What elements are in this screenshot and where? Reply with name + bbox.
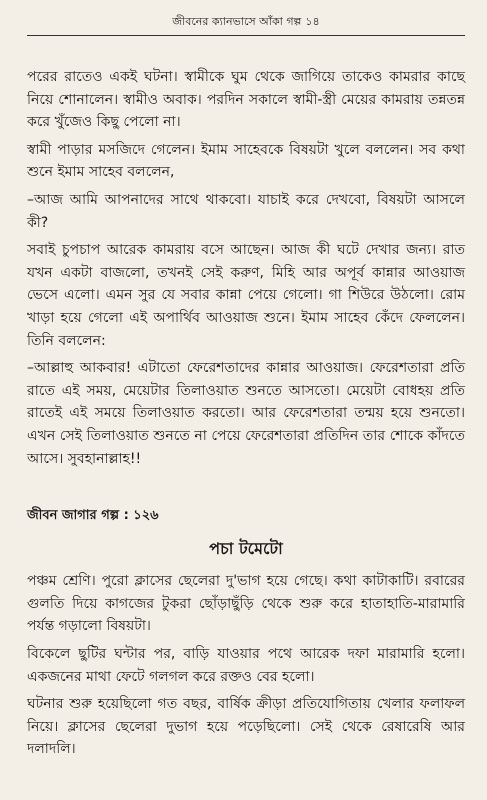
paragraph: –আজ আমি আপনাদের সাথে থাকবো। যাচাই করে দেখবো, বিষয়টা আসলে কী? (27, 191, 465, 231)
paragraph: পঞ্চম শ্রেণি। পুরো ক্লাসের ছেলেরা দু'ভাগ হয়ে গেছে। কথা কাটাকাটি। রবারের গুলতি দিয়ে কাগজের টুকরা ছোঁড়াছুঁড়ি থেকে শুরু করে হাতাহাতি-মারামারি পর্যন্ত গড়ালো বিষয়টা। (27, 573, 465, 635)
section-label: জীবন জাগার গল্প : ১২৬ (27, 508, 159, 524)
story-title: পচা টমেটো (209, 538, 283, 558)
paragraph: সবাই চুপচাপ আরেক কামরায় বসে আছেন। আজ কী ঘটে দেখার জন্য। রাত যখন একটা বাজলো, তখনই সেই করুণ, মিহি আর অপূর্ব কান্নার আওয়াজ ভেসে এলো। এমন সুর যে সবার কান্না পেয়ে গেলো। গা শিউরে উঠলো। রোম খাড়া হয়ে গেলো এই অপার্থিব আওয়াজ শুনে। ইমাম সাহেব কেঁদে ফেললেন। তিনি বললেন: (27, 242, 465, 349)
paragraph: –আল্লাহু আকবার! এটাতো ফেরেশতাদের কান্নার আওয়াজ। ফেরেশতারা প্রতি রাতে এই সময়, মেয়েটার তিলাওয়াত শুনতে আসতো। মেয়েটা বোধহয় প্রতি রাতেই এই সময়ে তিলাওয়াত করতো। আর ফেরেশতারা তন্ময় হয়ে শুনতো। এখন সেই তিলাওয়াত শুনতে না পেয়ে ফেরেশতারা প্রতিদিন তার শোকে কাঁদতে আসে। সুবহানাল্লাহ!! (27, 360, 465, 467)
paragraph: পরের রাতেও একই ঘটনা। স্বামীকে ঘুম থেকে জাগিয়ে তাকেও কামরার কাছে নিয়ে শোনালেন। স্বামীও অবাক। পরদিন সকালে স্বামী-স্ত্রী মেয়ের কামরায় তন্নতন্ন করে খুঁজেও কিছু পেলো না। (27, 69, 465, 131)
paragraph: বিকেলে ছুটির ঘন্টার পর, বাড়ি যাওয়ার পথে আরেক দফা মারামারি হলো। একজনের মাথা ফেটে গলগল করে রক্তও বের হলো। (27, 646, 465, 685)
header-title: জীবনের ক্যানভাসে আঁকা গল্প (172, 15, 302, 28)
paragraph: ঘটনার শুরু হয়েছিলো গত বছর, বার্ষিক ক্রীড়া প্রতিযোগিতায় খেলার ফলাফল নিয়ে। ক্লাসের ছেলেরা দুভাগ হয়ে পড়েছিলো। সেই থেকে রেষারেষি আর দলাদলি। (27, 696, 465, 758)
section-gap (27, 475, 465, 499)
running-header (27, 0, 465, 36)
page-number: ১৪ (305, 15, 320, 28)
paragraph: স্বামী পাড়ার মসজিদে গেলেন। ইমাম সাহেবকে বিষয়টা খুলে বললেন। সব কথা শুনে ইমাম সাহেব বললেন, (27, 141, 465, 181)
body-text (27, 66, 465, 761)
